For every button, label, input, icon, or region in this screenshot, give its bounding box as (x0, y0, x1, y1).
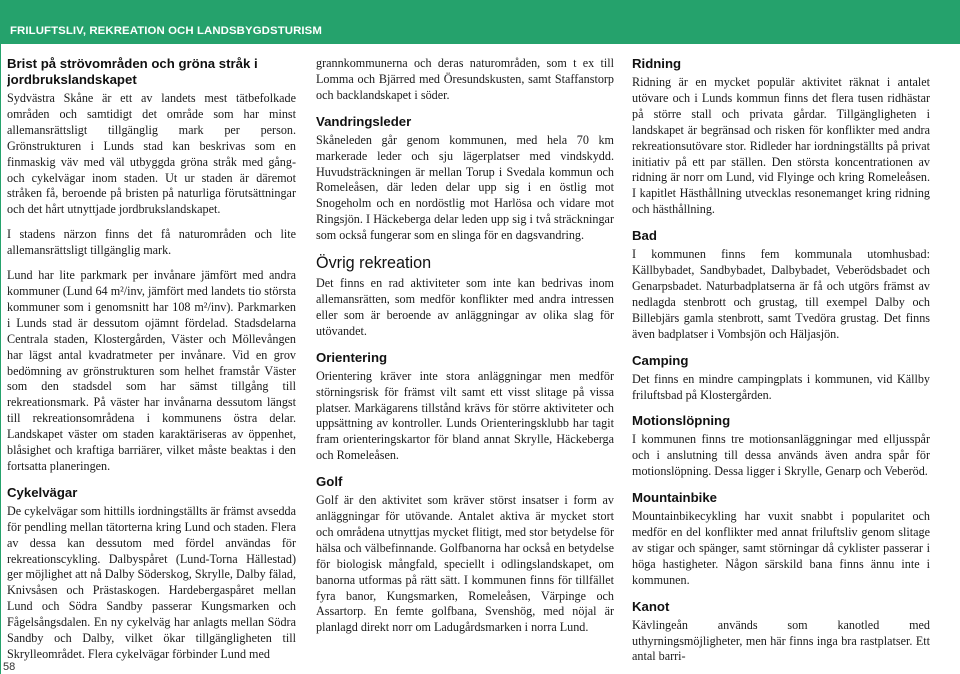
paragraph-golf: Golf är den aktivitet som kräver störst insatser i form av anläggningar för utövande. Antalet aktiva är mycket stort och områdena utnyttjas mycket flitigt, med stor betydelse för hälsa och välbefinnande. Golfbanorna har också en betydelse för biologisk mångfald, speciellt i odlingslandskapet, om banorna utformas på rätt sätt. I kommunen finns för tillfället fyra banor, Kungsmarken, Romeleåsen, Värpinge och Assartorp. En femte golfbana, Svenshög, med nöjal är planlagd direkt norr om Ladugårdsmarken i norra Lund. (316, 493, 614, 635)
column-3 (632, 56, 930, 674)
heading-cykelvagar: Cykelvägar (7, 484, 78, 500)
heading-ridning: Ridning (632, 56, 682, 71)
paragraph-motionslopning: I kommunen finns tre motionsanläggningar med elljusspår och i anslutning till dessa används även andra spår för motionslöpning. Dessa ligger i Skrylle, Genarp och Veberöd. (632, 432, 930, 479)
heading-mountainbike: Mountainbike (632, 490, 717, 506)
column-1 (7, 56, 296, 674)
page-number: 58 (3, 661, 16, 673)
heading-brist: Brist på strövområden och gröna stråk i jordbrukslandskapet (7, 56, 258, 87)
paragraph-mountainbike: Mountainbikecykling har vuxit snabbt i popularitet och medför en del konflikter med annat friluftsliv genom slitage av stigar och spänger, samt störningar då cyklister passerar i höga hastigheter. Någon särskild bana finns ännu inte i kommunen. (632, 509, 930, 587)
side-rule (0, 44, 1, 674)
heading-bad: Bad (632, 228, 657, 244)
paragraph-orientering: Orientering kräver inte stora anläggningar men medför störningsrisk för främst vilt samt ett visst slitage på vissa platser. Markägarens tillstånd krävs för större aktiviteter och uppsättning av kontroller. Lunds Orienteringsklubb har tagit fram orienteringskartor för bland annat Skrylle, Häckeberga och Romeleåsen. (316, 368, 614, 463)
paragraph-cykelvagar: De cykelvägar som hittills iordningställts är främst avsedda för pendling mellan tätorterna kring Lund och staden. Flera av dessa kan dessutom med fördel användas för rekreationscykling. Dalbyspåret (Lund-Torna Hällestad) ger möjlighet att nå Dalby Söderskog, Skrylle, Dalby fälad, Knivsåsen och Prästaskogen. Hardebergaspåret mellan Lund och Södra Sandby passerar Kungsmarken och Fågelsångsdalen. En ny cykelväg har anlagts mellan Södra Sandby och Dalby, vilket ökar tillgängligheten till Skrylleområdet. Flera cykelvägar förbinder Lund med (7, 503, 296, 661)
heading-motionslopning: Motionslöpning (632, 413, 731, 429)
column-2 (316, 56, 614, 646)
heading-camping: Camping (632, 352, 689, 368)
paragraph-camping: Det finns en mindre campingplats i kommunen, vid Källby friluftsbad på Klostergården. (632, 371, 930, 402)
paragraph-ovrig-rekreation: Det finns en rad aktiviteter som inte kan bedrivas inom allemansrätten, som medför konflikter med andra intressen eller som är beroende av anläggningar av olika slag för utövandet. (316, 276, 614, 338)
heading-orientering: Orientering (316, 349, 388, 365)
paragraph-brist-1: Sydvästra Skåne är ett av landets mest tätbefolkade områden och samtidigt det område som har minst allemansrättsligt tillgänglig mark per person. Grönstrukturen i Lunds stad kan beskrivas som en finmaskig väv med väl utbyggda gröna stråk med gång- och cykelvägar inom staden. Ut ur staden är däremot stråken få, beroende på bristen på naturliga förutsättningar och det hårt utnyttjade jordbrukslandskapet. (7, 91, 296, 217)
paragraph-brist-3: Lund har lite parkmark per invånare jämfört med andra kommuner (Lund 64 m²/inv, jämfört med landets tio största kommuner som i genomsnitt har 108 m²/inv). Parkmarken i Lunds stad är dessutom ojämnt fördelad. Stadsdelarna Centrala staden, Klostergården, Väster och Möllevången har lägst antal kvadratmeter per invånare. Vid en grov bedömning av grönstrukturen som helhet framstår Väster som den stadsdel som har sämst tillgång till rekreationsmark. På väster har invånarna dessutom längst till rekreationsområdena i kommunens östra delar. Landskapet väster om staden karaktäriseras av öppenhet, blåsighet och kraftiga barriärer, vilket måste beaktas i den fortsatta planeringen. (7, 268, 296, 473)
heading-ovrig-rekreation: Övrig rekreation (316, 254, 432, 273)
heading-vandringsleder: Vandringsleder (316, 113, 412, 129)
heading-golf: Golf (316, 474, 343, 490)
section-title: FRILUFTSLIV, REKREATION OCH LANDSBYGDSTURISM (10, 25, 322, 37)
heading-kanot: Kanot (632, 598, 670, 614)
paragraph-brist-2: I stadens närzon finns det få naturområden och lite allemansrättsligt tillgänglig mark. (7, 227, 296, 258)
paragraph-bad: I kommunen finns fem kommunala utomhusbad: Källbybadet, Sandbybadet, Dalbybadet, Veberödsbadet och Genarpsbadet. Naturbadplatserna är få och utgörs främst av nedlagda stenbrott och grustag, till exempel Dalby och Billebjärs gamla stenbrott, samt Tvedöra grustag. Det finns även badplatser i Vombsjön och Häljasjön. (632, 247, 930, 341)
paragraph-cykel-continued: grannkommunerna och deras naturområden, som t ex till Lomma och Bjärred med Öresundskusten, samt Staffanstorp och backlandskapet i söder. (316, 56, 614, 102)
paragraph-kanot: Kävlingeån används som kanotled med uthyrningsmöjligheter, men här finns inga bra rastplatser. Ett antal barri- (632, 617, 930, 664)
paragraph-ridning: Ridning är en mycket populär aktivitet räknat i antalet utövare och i Lunds kommun finns det flera tusen ridhästar på större stall och privata gårdar. Tillgängligheten i landskapet är begränsad och risken för konflikter med andra rekreationsutövare stor. Ridleder har iordningställts på privat initiativ på ett par ställen. Den största koncentrationen av ridning är norr om Lund, vid Flyinge och kring Romeleåsen. I kapitlet Hästhållning utvecklas resonemanget kring ridning och hästhållning. (632, 75, 930, 217)
header-band (0, 0, 960, 44)
paragraph-vandringsleder: Skåneleden går genom kommunen, med hela 70 km markerade leder och sju lägerplatser med vindskydd. Huvudsträckningen är mellan Torup i Svedala kommun och Romeleåsen, där leden delar upp sig i en östlig mot Snogeholm och en nordöstlig mot Harlösa och vidare mot Ringsjön. I Häckeberga delar leden upp sig i två sträckningar som också fungerar som en slinga för en dagsvandring. (316, 132, 614, 243)
